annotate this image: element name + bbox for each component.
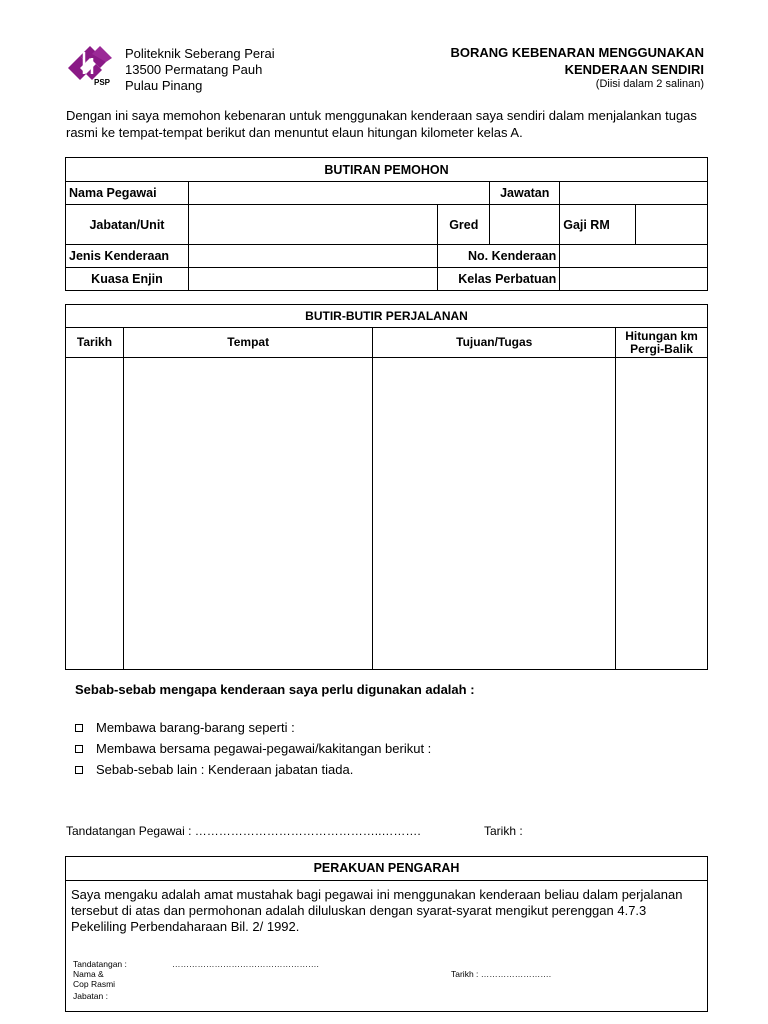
cell-hitungan-km[interactable] (616, 358, 708, 670)
director-name-label: Nama & (73, 969, 104, 979)
field-jabatan-unit[interactable] (188, 205, 437, 245)
director-sig-label: Tandatangan : (73, 959, 127, 969)
director-certification-box (65, 856, 708, 1012)
col-header-hitungan-km (616, 328, 708, 358)
label-no-kenderaan: No. Kenderaan (438, 245, 560, 268)
org-line-state: Pulau Pinang (125, 78, 203, 93)
cell-tarikh[interactable] (66, 358, 124, 670)
field-gred[interactable] (490, 205, 560, 245)
form-title-note: (Diisi dalam 2 salinan) (595, 78, 704, 90)
col-header-tujuan: Tujuan/Tugas (373, 328, 616, 358)
label-nama-pegawai: Nama Pegawai (66, 182, 189, 205)
cell-tujuan[interactable] (373, 358, 616, 670)
reasons-title: Sebab-sebab mengapa kenderaan saya perlu digunakan adalah : (75, 682, 475, 697)
field-kuasa-enjin[interactable] (188, 268, 437, 291)
col-header-km-line1: Hitungan km (625, 328, 698, 343)
label-kuasa-enjin: Kuasa Enjin (66, 268, 189, 291)
officer-date-label: Tarikh : (484, 824, 523, 838)
form-title-line2: KENDERAAN SENDIRI (564, 62, 704, 77)
reason-label: Membawa bersama pegawai-pegawai/kakitangan berikut : (96, 741, 432, 756)
director-date-label: Tarikh : ……………………. (451, 969, 552, 979)
reason-item-staff[interactable] (75, 741, 431, 756)
field-gaji[interactable] (636, 205, 708, 245)
applicant-details-table (65, 157, 708, 291)
label-kelas-perbatuan: Kelas Perbatuan (438, 268, 560, 291)
intro-paragraph: Dengan ini saya memohon kebenaran untuk menggunakan kenderaan saya sendiri dalam menjalankan tugas rasmi ke tempat-tempat berikut dan menuntut elaun hitungan kilometer kelas A. (66, 108, 697, 140)
applicant-table-title: BUTIRAN PEMOHON (66, 158, 708, 182)
travel-table-title: BUTIR-BUTIR PERJALANAN (66, 305, 708, 328)
form-title-line1: BORANG KEBENARAN MENGGUNAKAN (450, 45, 704, 60)
org-line-name: Politeknik Seberang Perai (125, 46, 275, 61)
label-gaji: Gaji RM (560, 205, 636, 245)
checkbox-icon[interactable] (75, 724, 83, 732)
reason-label: Sebab-sebab lain : Kenderaan jabatan tiada. (96, 762, 354, 777)
reason-item-goods[interactable] (75, 720, 295, 735)
director-sig-dots: ……………………………………………. (172, 959, 319, 969)
field-no-kenderaan[interactable] (560, 245, 708, 268)
checkbox-icon[interactable] (75, 766, 83, 774)
col-header-tempat: Tempat (123, 328, 373, 358)
label-jawatan: Jawatan (490, 182, 560, 205)
label-jenis-kenderaan: Jenis Kenderaan (66, 245, 189, 268)
director-statement: Saya mengaku adalah amat mustahak bagi pegawai ini menggunakan kenderaan beliau dalam perjalanan tersebut di atas dan permohonan adalah diluluskan dengan syarat-syarat mengikut perenggan 4.7.3 Pekeliling Perbendaharaan Bil. 2/ 1992. (71, 887, 683, 934)
reason-item-other[interactable] (75, 762, 353, 777)
label-jabatan-unit: Jabatan/Unit (66, 205, 189, 245)
logo-text: PSP (94, 78, 111, 87)
field-jenis-kenderaan[interactable] (188, 245, 437, 268)
director-box-title: PERAKUAN PENGARAH (66, 857, 707, 881)
director-dept-label: Jabatan : (73, 991, 108, 1001)
travel-details-table (65, 304, 708, 670)
label-gred: Gred (438, 205, 490, 245)
org-line-postcode: 13500 Permatang Pauh (125, 62, 263, 77)
director-stamp-label: Cop Rasmi (73, 979, 116, 989)
form-title (451, 44, 705, 91)
organization-address (125, 46, 275, 94)
reason-label: Membawa barang-barang seperti : (96, 720, 295, 735)
officer-signature-line: Tandatangan Pegawai : ………………………………………..………. (66, 824, 421, 838)
cell-tempat[interactable] (123, 358, 373, 670)
checkbox-icon[interactable] (75, 745, 83, 753)
col-header-km-line2: Pergi-Balik (630, 341, 693, 356)
col-header-tarikh: Tarikh (66, 328, 124, 358)
field-nama-pegawai[interactable] (188, 182, 489, 205)
field-kelas-perbatuan[interactable] (560, 268, 708, 291)
field-jawatan[interactable] (560, 182, 708, 205)
